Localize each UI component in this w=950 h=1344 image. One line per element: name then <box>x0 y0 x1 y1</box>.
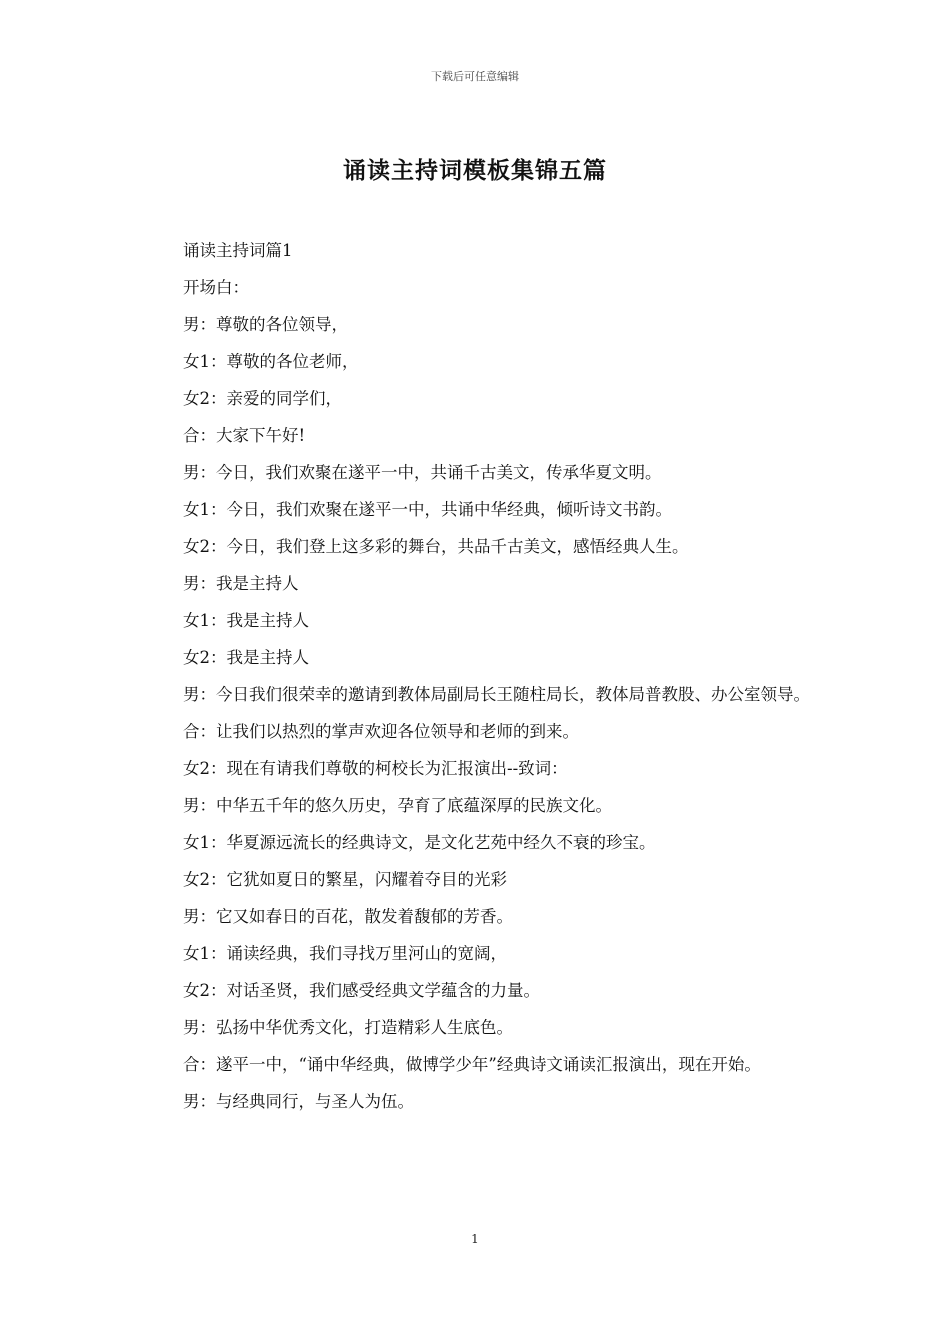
page-number: 1 <box>471 1232 479 1246</box>
paragraph: 女2：对话圣贤，我们感受经典文学蕴含的力量。 <box>183 981 540 1000</box>
paragraph: 合：遂平一中，“诵中华经典，做博学少年”经典诗文诵读汇报演出，现在开始。 <box>183 1055 761 1074</box>
paragraph: 女2：今日，我们登上这多彩的舞台，共品千古美文，感悟经典人生。 <box>183 537 689 556</box>
header-note: 下载后可任意编辑 <box>431 70 519 83</box>
paragraph: 女1：诵读经典，我们寻找万里河山的宽阔， <box>183 944 507 963</box>
document-body <box>145 232 810 1120</box>
paragraph: 女1：我是主持人 <box>183 611 309 630</box>
paragraph: 合：大家下午好! <box>183 426 306 445</box>
paragraph: 男：中华五千年的悠久历史，孕育了底蕴深厚的民族文化。 <box>183 796 612 815</box>
paragraph: 男：与经典同行，与圣人为伍。 <box>183 1092 414 1111</box>
paragraph: 男：弘扬中华优秀文化，打造精彩人生底色。 <box>183 1018 513 1037</box>
paragraph: 女1：尊敬的各位老师， <box>183 352 359 371</box>
paragraph: 诵读主持词篇1 <box>183 241 293 260</box>
paragraph: 男：尊敬的各位领导， <box>183 315 348 334</box>
paragraph: 女2：我是主持人 <box>183 648 309 667</box>
paragraph: 开场白： <box>183 278 249 297</box>
paragraph: 男：它又如春日的百花，散发着馥郁的芳香。 <box>183 907 513 926</box>
paragraph: 男：我是主持人 <box>183 574 299 593</box>
document-title: 诵读主持词模板集锦五篇 <box>343 157 607 184</box>
paragraph: 女1：华夏源远流长的经典诗文，是文化艺苑中经久不衰的珍宝。 <box>183 833 656 852</box>
paragraph: 女2：它犹如夏日的繁星，闪耀着夺目的光彩 <box>183 870 507 889</box>
paragraph: 男：今日我们很荣幸的邀请到教体局副局长王随柱局长，教体局普教股、办公室领导。 <box>183 685 810 704</box>
paragraph: 女2：亲爱的同学们， <box>183 389 342 408</box>
paragraph: 女2：现在有请我们尊敬的柯校长为汇报演出--致词： <box>183 759 568 778</box>
paragraph: 女1：今日，我们欢聚在遂平一中，共诵中华经典，倾听诗文书韵。 <box>183 500 672 519</box>
paragraph: 男：今日，我们欢聚在遂平一中，共诵千古美文，传承华夏文明。 <box>183 463 662 482</box>
paragraph: 合：让我们以热烈的掌声欢迎各位领导和老师的到来。 <box>183 722 579 741</box>
